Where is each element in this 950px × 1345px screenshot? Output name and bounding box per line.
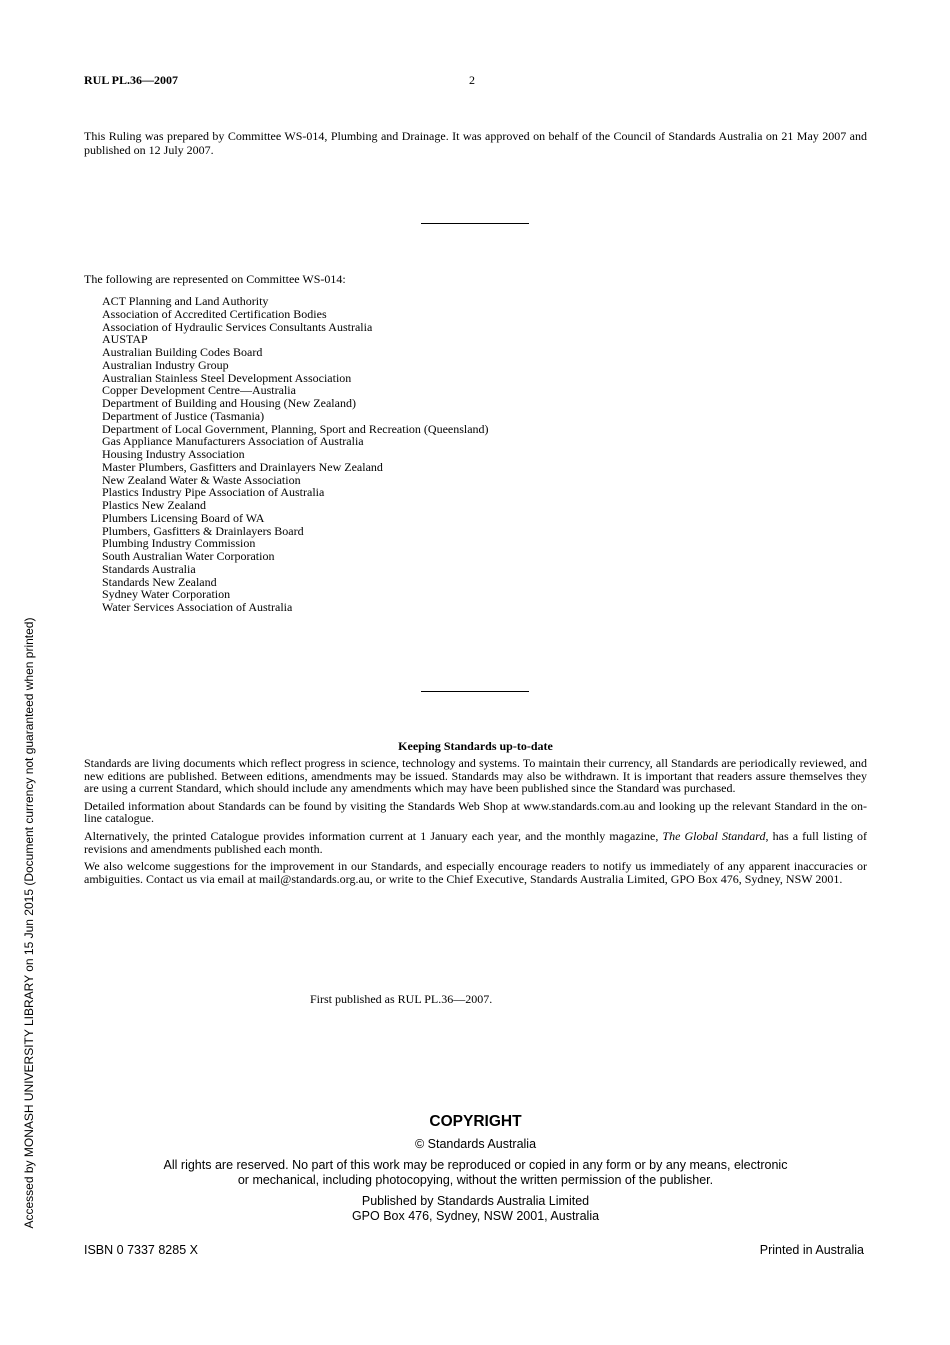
copyright-title: COPYRIGHT <box>429 1113 522 1130</box>
organization-item: Housing Industry Association <box>102 447 245 461</box>
organization-item: Plumbers Licensing Board of WA <box>102 510 265 525</box>
organization-item: Australian Industry Group <box>102 357 229 372</box>
organization-item: Standards New Zealand <box>102 574 217 589</box>
organization-item: Department of Building and Housing (New Zealand) <box>102 396 356 410</box>
organization-item: AUSTAP <box>102 332 148 347</box>
keeping-paragraph <box>84 830 867 855</box>
keeping-heading: Keeping Standards up-to-date <box>398 739 553 753</box>
organization-item: New Zealand Water & Waste Association <box>102 472 301 487</box>
publisher-line: Published by Standards Australia Limited <box>361 1194 590 1208</box>
organization-item: Plastics New Zealand <box>102 498 206 512</box>
organization-item: Association of Hydraulic Services Consultants Australia <box>102 319 373 334</box>
access-watermark: Accessed by MONASH UNIVERSITY LIBRARY on 15 Jun 2015 (Document currency not guaranteed when printed) <box>22 617 36 1229</box>
organization-item: Plumbing Industry Commission <box>102 536 256 551</box>
organization-item: Australian Building Codes Board <box>102 345 263 359</box>
organization-item: Master Plumbers, Gasfitters and Drainlayers New Zealand <box>102 459 383 474</box>
document-code: RUL PL.36—2007 <box>84 73 179 87</box>
organization-item: Department of Local Government, Planning, Sport and Recreation (Queensland) <box>102 421 489 436</box>
organization-item: Department of Justice (Tasmania) <box>102 408 265 423</box>
magazine-title: The Global Standard <box>662 828 766 843</box>
keeping-paragraph: Standards are living documents which reflect progress in science, technology and systems. To maintain their currency, all Standards are periodically reviewed, and new editions are published. Between editions, amendments may be issued. Standards may also be withdrawn. It is important that readers assure themselves they are using a current Standard, which should include any amendments which may have been published since the Standard was purchased. <box>84 756 867 796</box>
organization-item: Plastics Industry Pipe Association of Australia <box>102 485 325 500</box>
rights-statement <box>84 1158 867 1188</box>
organization-item: Standards Australia <box>102 561 196 576</box>
copyright-owner: © Standards Australia <box>414 1137 537 1151</box>
rights-line: or mechanical, including photocopying, without the written permission of the publisher. <box>237 1173 714 1187</box>
representation-intro: The following are represented on Committee WS-014: <box>84 272 346 286</box>
first-published-note: First published as RUL PL.36—2007. <box>310 992 493 1006</box>
organization-item: Gas Appliance Manufacturers Association of Australia <box>102 434 364 449</box>
section-divider <box>421 223 529 224</box>
organization-item: ACT Planning and Land Authority <box>102 294 269 308</box>
organization-item: Australian Stainless Steel Development Association <box>102 370 352 385</box>
isbn: ISBN 0 7337 8285 X <box>84 1243 198 1257</box>
organization-item: South Australian Water Corporation <box>102 549 275 563</box>
organization-item: Association of Accredited Certification Bodies <box>102 306 327 321</box>
paragraph-text: , has a full listing of revisions and amendments published each month. <box>84 828 867 856</box>
paragraph-text: Alternatively, the printed Catalogue provides information current at 1 January each year, and the monthly magazine, <box>84 828 663 843</box>
printed-in: Printed in Australia <box>759 1243 864 1257</box>
publisher-address: GPO Box 476, Sydney, NSW 2001, Australia <box>351 1209 600 1223</box>
organization-item: Water Services Association of Australia <box>102 600 293 614</box>
publisher-info <box>84 1194 867 1224</box>
keeping-standards-section <box>84 740 867 890</box>
rights-line: All rights are reserved. No part of this work may be reproduced or copied in any form or by any means, electronic <box>163 1158 788 1172</box>
organization-list <box>102 295 489 614</box>
organization-item: Sydney Water Corporation <box>102 587 231 602</box>
preparation-statement: This Ruling was prepared by Committee WS-014, Plumbing and Drainage. It was approved on behalf of the Council of Standards Australia on 21 May 2007 and published on 12 July 2007. <box>84 129 867 157</box>
page-number: 2 <box>469 73 475 87</box>
organization-item: Plumbers, Gasfitters & Drainlayers Board <box>102 523 304 538</box>
section-divider <box>421 691 529 692</box>
keeping-paragraph: We also welcome suggestions for the improvement in our Standards, and especially encourage readers to notify us immediately of any apparent inaccuracies or ambiguities. Contact us via email at mail@standards.org.au, or write to the Chief Executive, Standards Australia Limited, GPO Box 476, Sydney, NSW 2001. <box>84 859 867 886</box>
keeping-paragraph: Detailed information about Standards can be found by visiting the Standards Web Shop at www.standards.com.au and looking up the relevant Standard in the on-line catalogue. <box>84 798 867 826</box>
organization-item: Copper Development Centre—Australia <box>102 383 296 398</box>
